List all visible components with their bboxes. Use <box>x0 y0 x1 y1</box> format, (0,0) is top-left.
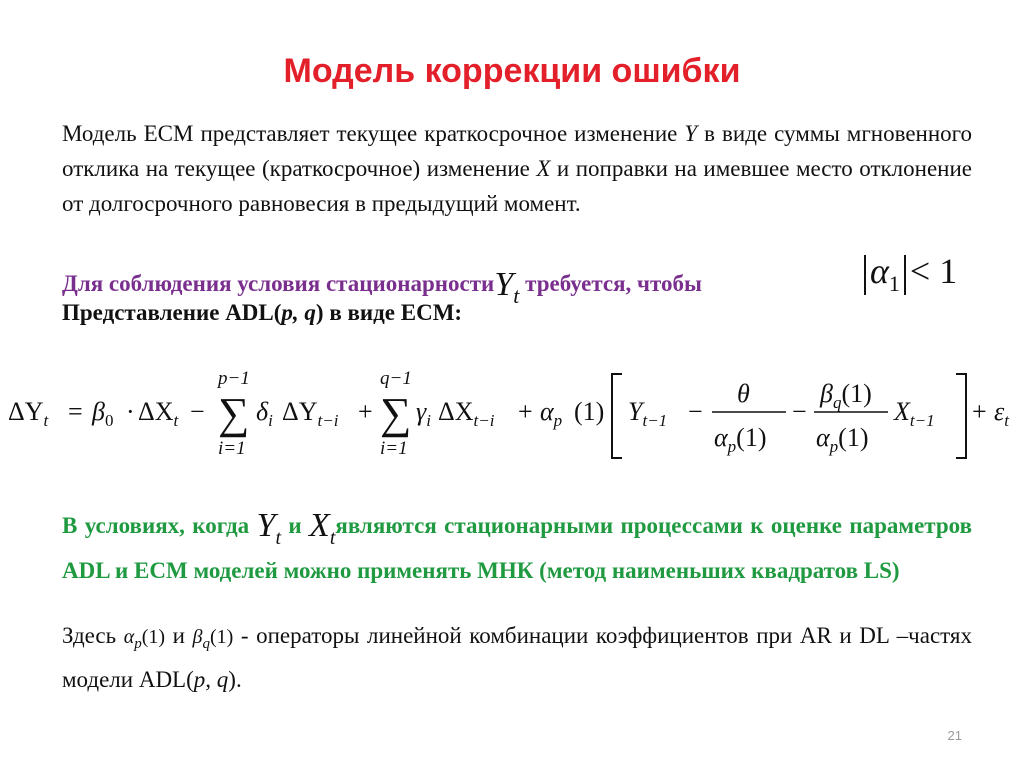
svg-text:γi: $\gamma_i$ <box>416 397 431 430</box>
svg-text:+: + <box>518 397 533 426</box>
paragraph-operators: Здесь $\alpha_p(1)$ и $\beta_q(1)$ - операторы линейной комбинации коэффициентов при AR и DL –частях модели ADL(p, q). <box>62 623 972 692</box>
svg-text:+: + <box>972 397 987 426</box>
svg-text:∑: ∑ <box>380 389 412 438</box>
svg-text:β0: $\beta_0$ <box>92 397 114 430</box>
alpha-operator: $\alpha_p(1)$ <box>123 626 166 652</box>
svg-text:+: + <box>358 397 373 426</box>
svg-text:=: = <box>68 397 83 426</box>
text: и поправки на имевшее место отклонение от долгосрочного равновесия в предыдущий момент. <box>62 156 973 216</box>
var-x: X <box>536 156 551 181</box>
svg-text:ΔXt: $\Delta X_t$ <box>138 397 179 430</box>
svg-text:−: − <box>688 397 703 426</box>
var-xt: $X_t$ <box>309 507 336 549</box>
svg-text:βq(1): $\beta_q(1)$ <box>820 379 872 412</box>
green-paragraph: В условиях, когда $Y_t$ и $X_tявляются$ стационарными процессами к оценке параметров ADL и ECM моделей можно применять МНК (метод наименьших квадратов LS) <box>62 507 972 583</box>
svg-text:p−1: p−1 <box>218 368 250 389</box>
text: Для соблюдения условия стационарности <box>62 271 495 296</box>
stationarity-line <box>62 262 702 308</box>
paragraph-ecm-definition <box>62 116 972 221</box>
svg-text:i=1: i=1 <box>218 438 246 459</box>
svg-text:(1): (1) <box>574 397 605 426</box>
svg-text:αp: $\alpha_p$ <box>540 397 563 430</box>
adl-heading: Представление ADL(p, q) в виде ECM: <box>62 300 463 325</box>
var-yt: $Y_t$ <box>256 507 282 549</box>
svg-text:i=1: i=1 <box>380 438 408 459</box>
svg-text:q−1: q−1 <box>380 368 412 389</box>
slide-title: Модель коррекции ошибки <box>283 52 741 90</box>
text: Модель ECM представляет текущее краткосрочное изменение <box>62 121 685 146</box>
svg-text:θ: θ <box>737 379 750 408</box>
svg-text:εt: $\varepsilon_t$ <box>994 397 1009 430</box>
svg-text:Yt−1: $Y_{t-1}$ <box>628 397 668 430</box>
var-y: Y <box>684 121 698 146</box>
svg-text:−: − <box>792 397 807 426</box>
svg-text:Xt−1: $X_{t-1}$ <box>894 397 935 430</box>
ecm-formula <box>0 362 1024 462</box>
svg-text:αp(1): $\alpha_p(1)$ <box>714 423 767 456</box>
text: требуется, чтобы <box>519 271 702 296</box>
svg-text:ΔXt−i: $\Delta X_{t-i}$ <box>438 397 495 430</box>
var-yt: $Y_t$ <box>494 266 520 308</box>
svg-text:ΔYt−i: $\Delta Y_{t-i}$ <box>282 397 339 430</box>
page-number: 21 <box>947 728 962 743</box>
svg-text:·: · <box>126 397 135 426</box>
svg-text:αp(1): $\alpha_p(1)$ <box>816 423 869 456</box>
beta-operator: $\beta_q(1)$ <box>192 626 234 652</box>
svg-text:δi: $\delta_i$ <box>256 397 273 430</box>
svg-text:ΔYt: $\Delta Y_t$ <box>8 397 49 430</box>
text: в виде суммы мгновенного отклика на текущее (краткосрочное) изменение <box>62 121 973 181</box>
svg-text:−: − <box>190 397 205 426</box>
svg-text:∑: ∑ <box>218 389 250 438</box>
stationarity-condition: $\alpha_1 < 1$ <box>860 250 957 297</box>
